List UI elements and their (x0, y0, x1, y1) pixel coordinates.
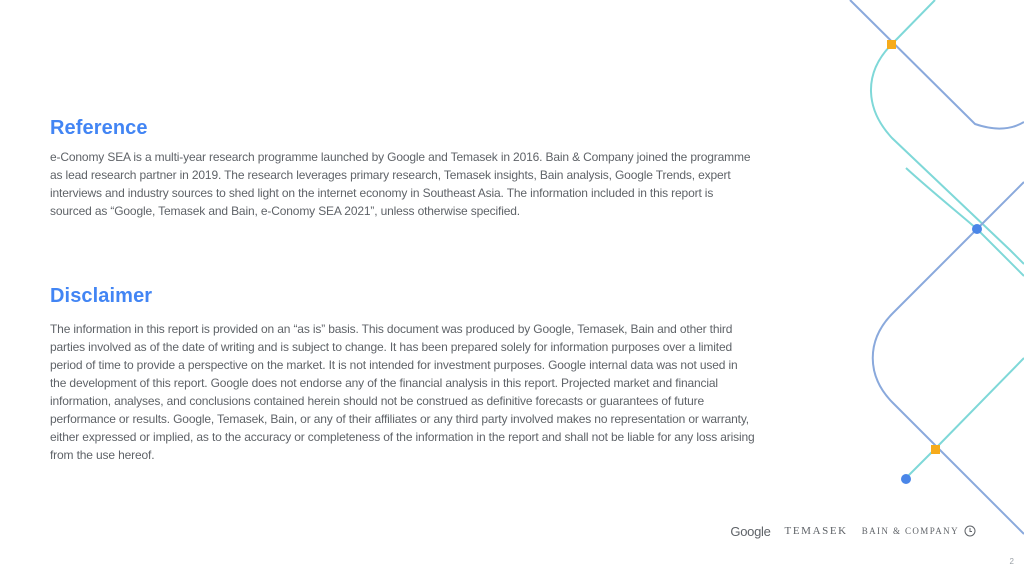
disclaimer-section (50, 284, 755, 464)
orange-node-dot (887, 40, 896, 49)
blue-line-middle (873, 182, 1024, 534)
blue-node-dot-lower (901, 474, 911, 484)
bain-emblem-icon (964, 525, 976, 537)
blue-line (850, 0, 1024, 128)
teal-line-lower (906, 358, 1024, 478)
partner-logos (730, 522, 976, 540)
bain-logo-text: BAIN & COMPANY (861, 526, 959, 536)
temasek-logo: TEMASEK (784, 525, 848, 537)
blue-node-dot (972, 224, 982, 234)
google-logo: Google (730, 523, 771, 539)
disclaimer-heading: Disclaimer (50, 285, 153, 307)
orange-node-dot-lower (931, 445, 940, 454)
bain-logo (862, 525, 976, 537)
teal-line-middle (906, 168, 1024, 276)
page-number: 2 (1009, 557, 1014, 566)
reference-section (50, 116, 755, 220)
reference-body: e-Conomy SEA is a multi-year research programme launched by Google and Temasek in 2016. Bain & Company joined the programme as lead research partner in 2019. The research leverages primary research, Temasek insights, Bain analysis, Google Trends, expert interviews and industry sources to shed light on the internet economy in Southeast Asia. The information included in this report is sourced as “Google, Temasek and Bain, e-Conomy SEA 2021”, unless otherwise specified. (50, 150, 751, 218)
reference-heading: Reference (50, 117, 148, 139)
disclaimer-body: The information in this report is provided on an “as is” basis. This document was produced by Google, Temasek, Bain and other third parties involved as of the date of writing and is subject to change. It has been prepared solely for information purposes over a limited period of time to provide a perspective on the market. It is not intended for investment purposes. Google internal data was not used in the development of this report. Google does not endorse any of the financial analysis in this report. Projected market and financial information, analyses, and conclusions contained herein should not be construed as definitive forecasts or guarantees of future performance or results. Google, Temasek, Bain, or any of their affiliates or any third party involved makes no representation or warranty, either expressed or implied, as to the accuracy or completeness of the information in the report and shall not be liable for any loss arising from the use hereof. (50, 322, 755, 462)
teal-line (871, 0, 1024, 264)
